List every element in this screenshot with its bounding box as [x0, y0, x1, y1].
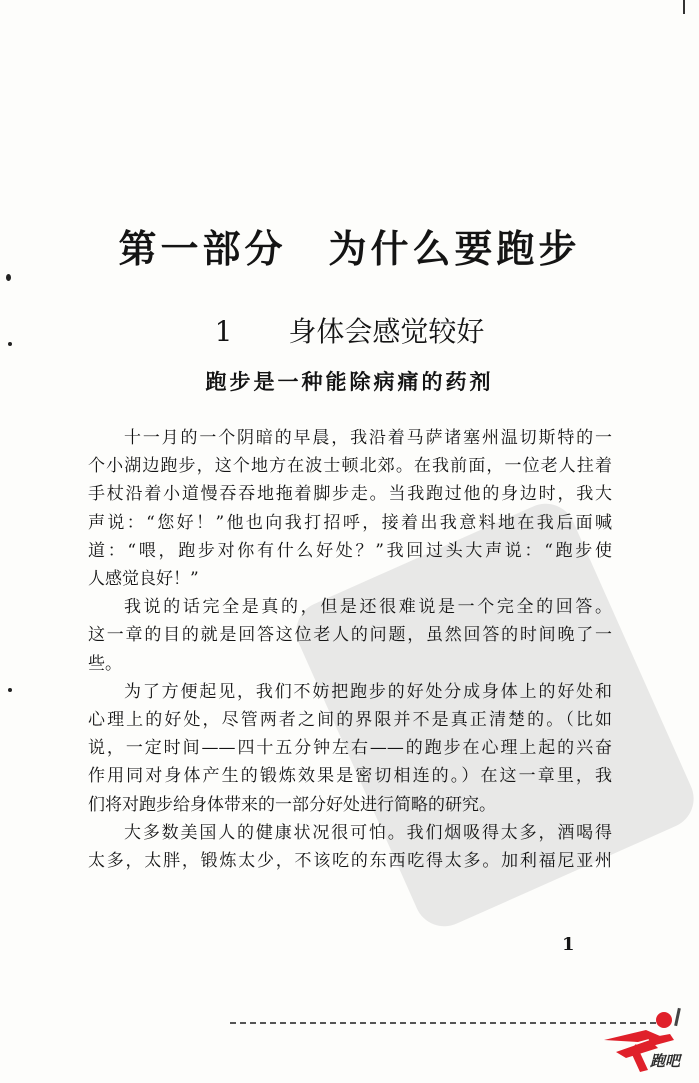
text-line: 这一章的目的就是回答这位老人的问题，虽然回答的时间晚了一 [88, 625, 612, 646]
text-line: 太多，太胖，锻炼太少，不该吃的东西吃得太多。加利福尼亚州 [88, 851, 612, 872]
text-line: 人感觉良好！” [88, 569, 199, 590]
paragraph [88, 678, 612, 819]
text-line: 说，一定时间——四十五分钟左右——的跑步在心理上起的兴奋 [88, 738, 612, 759]
body-text [88, 424, 612, 875]
page-number: 1 [562, 934, 575, 955]
text-line: 声说：“您好！”他也向我打招呼，接着出我意料地在我后面喊 [88, 512, 612, 533]
section-title: 跑步是一种能除病痛的药剂 [205, 369, 494, 394]
text-line: 我说的话完全是真的，但是还很难说是一个完全的回答。 [124, 597, 612, 618]
text-line: 们将对跑步给身体带来的一部分好处进行简略的研究。 [88, 794, 496, 815]
brand-watermark-text: 跑吧 [650, 1052, 681, 1070]
text-line: 道：“喂，跑步对你有什么好处？”我回过头大声说：“跑步使 [88, 540, 612, 561]
text-line: 作用同对身体产生的锻炼效果是密切相连的。）在这一章里，我 [88, 766, 612, 787]
text-line: 十一月的一个阴暗的早晨，我沿着马萨诸塞州温切斯特的一 [124, 428, 612, 448]
chapter-title: 1 身体会感觉较好 [214, 315, 485, 348]
scan-edge-mark [683, 0, 685, 14]
text-line: 手杖沿着小道慢吞吞地拖着脚步走。当我跑过他的身边时，我大 [88, 484, 612, 505]
paragraph [88, 819, 612, 875]
text-line: 大多数美国人的健康状况很可怕。我们烟吸得太多，酒喝得 [124, 822, 612, 843]
text-line: 些。 [88, 653, 122, 674]
text-line: 心理上的好处，尽管两者之间的界限并不是真正清楚的。（比如 [88, 710, 612, 731]
part-title: 第一部分 为什么要跑步 [118, 226, 581, 271]
text-line: 个小湖边跑步，这个地方在波士顿北郊。在我前面，一位老人拄着 [88, 456, 612, 477]
paragraph [88, 593, 612, 678]
margin-speck [8, 688, 12, 692]
margin-speck [6, 274, 11, 281]
paragraph [88, 424, 612, 593]
text-line: 为了方便起见，我们不妨把跑步的好处分成身体上的好处和 [124, 681, 612, 702]
